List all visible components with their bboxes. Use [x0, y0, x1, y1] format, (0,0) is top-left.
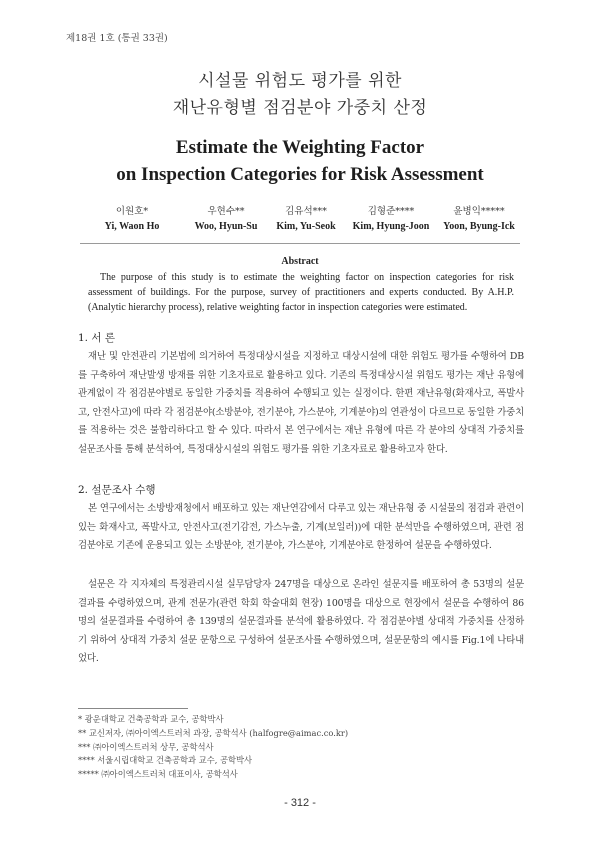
author-name-english: Woo, Hyun-Su [194, 221, 258, 232]
author-name-korean: 김형준**** [367, 206, 415, 217]
abstract-heading: Abstract [281, 256, 319, 267]
author-affiliation-footnotes [78, 713, 518, 782]
abstract-body: The purpose of this study is to estimate the weighting factor on inspection categories for risk assessment of buildings. For the purpose, survey of practitioners and experts conducted. By A.H.P.(Analytic hierarchy process), relative weighting factor in inspection categories were estimated. [88, 272, 514, 313]
korean-title-line-1: 시설물 위험도 평가를 위한 [198, 71, 402, 91]
footnote-item: * 광운대학교 건축공학과 교수, 공학박사 [78, 714, 224, 724]
author-list [0, 204, 600, 238]
footnote-item: *** ㈜아이엑스트러처 상무, 공학석사 [78, 741, 214, 752]
author-entry [82, 204, 182, 234]
footnote-divider [78, 708, 188, 709]
section-heading-introduction: 1. 서 론 [78, 332, 115, 344]
author-name-english: Kim, Hyung-Joon [352, 221, 430, 232]
author-name-english: Kim, Yu-Seok [276, 221, 336, 232]
section-heading-survey: 2. 설문조사 수행 [78, 484, 156, 496]
english-title-line-1: Estimate the Weighting Factor [175, 137, 425, 158]
author-name-korean: 윤병익***** [453, 206, 505, 217]
author-name-korean: 우현수** [207, 206, 245, 217]
author-entry [424, 204, 534, 234]
survey-paragraph-1: 본 연구에서는 소방방재청에서 배포하고 있는 재난연감에서 다루고 있는 재난유형 중 시설물의 점검과 관련이 있는 화재사고, 폭발사고, 안전사고(전기감전, 가스누출, 기계(보일러))에 대한 분석만을 수행하였으며, 관련 점검분야로 기존에 운용되고 있는 소방분야, 전기분야, 가스분야, 기계분야로 한정하여 설문을 수행하였다. [78, 503, 524, 552]
footnote-item: **** 서울시립대학교 건축공학과 교수, 공학박사 [78, 755, 253, 766]
introduction-paragraph: 재난 및 안전관리 기본법에 의거하여 특정대상시설을 지정하고 대상시설에 대한 위험도 평가를 수행하여 DB를 구축하여 재난발생 방재를 위한 기초자료로 활용하고 있다. 기존의 특정대상시설 위험도 평가는 재난 유형에 관계없이 각 점검분야별로 동일한 가중치를 적용하여 수행되고 있는 실정이다. 한편 재난유형(화재사고, 폭발사고, 안전사고)에 따라 각 점검분야(소방분야, 전기분야, 가스분야, 기계분야)의 연관성이 다르므로 동일한 가중치를 적용하는 것은 불합리하다고 할 수 있다. 따라서 본 연구에서는 재난 유형에 따른 각 분야의 상대적 가중치를 설문조사를 통해 분석하여, 특정대상시설의 위험도 평가를 위한 기초자료로 활용하고자 한다. [78, 351, 524, 455]
korean-title-line-2: 재난유형별 점검분야 가중치 산정 [172, 98, 428, 118]
author-name-korean: 이원호* [115, 206, 149, 217]
survey-paragraph-2: 설문은 각 지자체의 특정관리시설 실무담당자 247명을 대상으로 온라인 설문지를 배포하여 총 53명의 설문결과를 수령하였으며, 관계 전문가(관련 학회 학술대회 현장) 100명을 대상으로 현장에서 설문을 수행하여 86명의 설문결과를 수령하여 총 139명의 설문결과를 분석에 활용하였다. 각 점검분야별 상대적 가중치를 산정하기 위하여 상대적 가중치 설문 문항으로 구성하여 설문조사를 수행하였으며, 설문문항의 예시를 Fig.1에 나타내었다. [78, 579, 524, 665]
author-name-korean: 김유석*** [285, 206, 327, 217]
journal-volume-note: 제18권 1호 (통권 33권) [66, 33, 168, 44]
author-name-english: Yi, Waon Ho [104, 221, 160, 232]
author-name-english: Yoon, Byung-Ick [443, 221, 515, 232]
footnote-item: ** 교신저자, ㈜아이엑스트러처 과장, 공학석사 (halfogre@aimac.co.kr) [78, 727, 349, 738]
page-number: - 312 - [284, 797, 316, 809]
divider-line [80, 243, 520, 244]
english-title-line-2: on Inspection Categories for Risk Assessment [116, 164, 484, 185]
footnote-item: ***** ㈜아이엑스트러처 대표이사, 공학석사 [78, 769, 238, 780]
